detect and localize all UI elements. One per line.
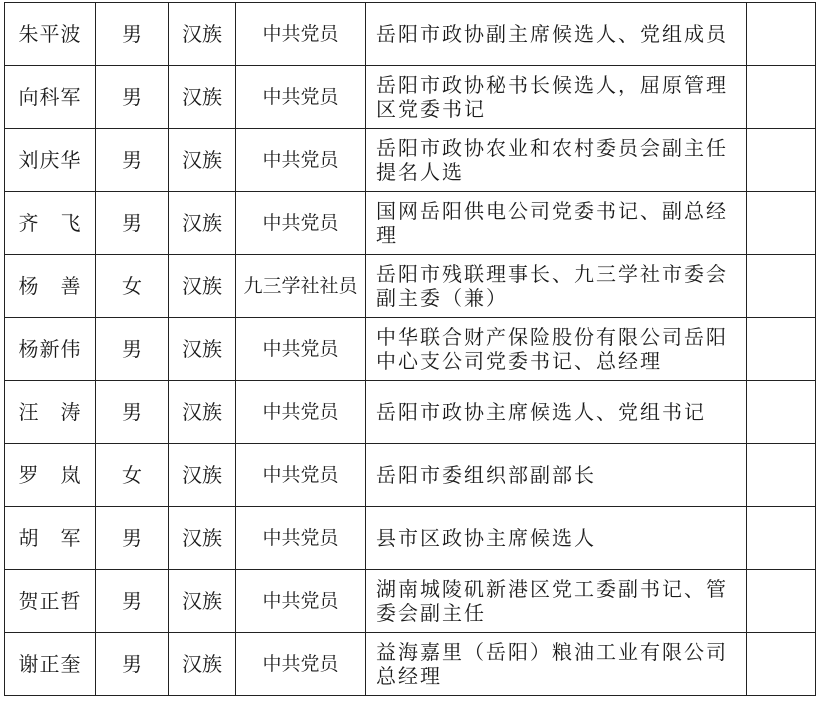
table-row (5, 444, 816, 507)
gender-cell: 男 (96, 129, 169, 192)
name-cell: 刘庆华 (5, 129, 96, 192)
note-cell (747, 192, 816, 255)
position-cell: 中华联合财产保险股份有限公司岳阳中心支公司党委书记、总经理 (366, 318, 747, 381)
name-cell: 齐 飞 (5, 192, 96, 255)
gender-cell: 男 (96, 381, 169, 444)
note-cell (747, 444, 816, 507)
affiliation-cell: 中共党员 (236, 129, 366, 192)
table-row (5, 633, 816, 696)
name-cell: 朱平波 (5, 3, 96, 66)
roster-table (4, 2, 816, 696)
ethnicity-cell: 汉族 (169, 570, 236, 633)
ethnicity-cell: 汉族 (169, 507, 236, 570)
affiliation-cell: 中共党员 (236, 507, 366, 570)
affiliation-cell: 中共党员 (236, 318, 366, 381)
name-cell: 贺正哲 (5, 570, 96, 633)
table-row (5, 570, 816, 633)
table-row (5, 255, 816, 318)
gender-cell: 男 (96, 318, 169, 381)
ethnicity-cell: 汉族 (169, 3, 236, 66)
affiliation-cell: 中共党员 (236, 633, 366, 696)
note-cell (747, 507, 816, 570)
note-cell (747, 3, 816, 66)
ethnicity-cell: 汉族 (169, 255, 236, 318)
table-row (5, 66, 816, 129)
affiliation-cell: 中共党员 (236, 192, 366, 255)
ethnicity-cell: 汉族 (169, 318, 236, 381)
name-cell: 罗 岚 (5, 444, 96, 507)
affiliation-cell: 中共党员 (236, 66, 366, 129)
table-row (5, 318, 816, 381)
table-row (5, 381, 816, 444)
affiliation-cell: 九三学社社员 (236, 255, 366, 318)
ethnicity-cell: 汉族 (169, 129, 236, 192)
gender-cell: 男 (96, 570, 169, 633)
ethnicity-cell: 汉族 (169, 444, 236, 507)
table-row (5, 3, 816, 66)
affiliation-cell: 中共党员 (236, 570, 366, 633)
position-cell: 岳阳市政协主席候选人、党组书记 (366, 381, 747, 444)
gender-cell: 男 (96, 3, 169, 66)
roster-table-body (5, 3, 816, 696)
affiliation-cell: 中共党员 (236, 381, 366, 444)
name-cell: 向科军 (5, 66, 96, 129)
gender-cell: 男 (96, 192, 169, 255)
position-cell: 国网岳阳供电公司党委书记、副总经理 (366, 192, 747, 255)
position-cell: 益海嘉里（岳阳）粮油工业有限公司总经理 (366, 633, 747, 696)
gender-cell: 男 (96, 66, 169, 129)
gender-cell: 女 (96, 255, 169, 318)
table-row (5, 507, 816, 570)
note-cell (747, 633, 816, 696)
gender-cell: 女 (96, 444, 169, 507)
name-cell: 汪 涛 (5, 381, 96, 444)
name-cell: 谢正奎 (5, 633, 96, 696)
gender-cell: 男 (96, 633, 169, 696)
note-cell (747, 570, 816, 633)
name-cell: 杨新伟 (5, 318, 96, 381)
affiliation-cell: 中共党员 (236, 3, 366, 66)
position-cell: 岳阳市残联理事长、九三学社市委会副主委（兼） (366, 255, 747, 318)
name-cell: 杨 善 (5, 255, 96, 318)
position-cell: 岳阳市政协秘书长候选人，屈原管理区党委书记 (366, 66, 747, 129)
position-cell: 岳阳市政协副主席候选人、党组成员 (366, 3, 747, 66)
note-cell (747, 255, 816, 318)
position-cell: 湖南城陵矶新港区党工委副书记、管委会副主任 (366, 570, 747, 633)
note-cell (747, 381, 816, 444)
table-row (5, 192, 816, 255)
note-cell (747, 66, 816, 129)
note-cell (747, 318, 816, 381)
gender-cell: 男 (96, 507, 169, 570)
note-cell (747, 129, 816, 192)
table-row (5, 129, 816, 192)
ethnicity-cell: 汉族 (169, 192, 236, 255)
ethnicity-cell: 汉族 (169, 66, 236, 129)
position-cell: 县市区政协主席候选人 (366, 507, 747, 570)
position-cell: 岳阳市委组织部副部长 (366, 444, 747, 507)
ethnicity-cell: 汉族 (169, 381, 236, 444)
position-cell: 岳阳市政协农业和农村委员会副主任提名人选 (366, 129, 747, 192)
ethnicity-cell: 汉族 (169, 633, 236, 696)
name-cell: 胡 军 (5, 507, 96, 570)
affiliation-cell: 中共党员 (236, 444, 366, 507)
